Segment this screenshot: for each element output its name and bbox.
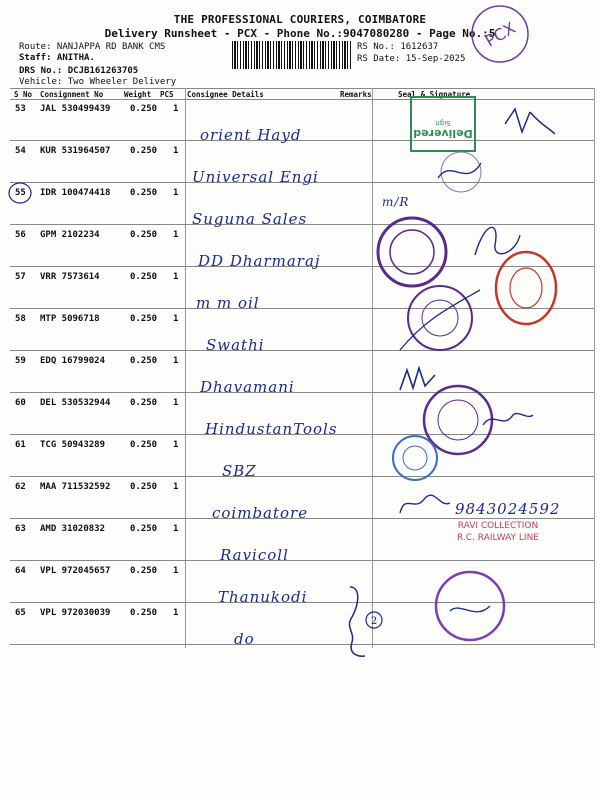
col-remarks: Remarks xyxy=(340,90,372,99)
row-pcs: 1 xyxy=(173,146,179,156)
row-weight: 0.250 xyxy=(130,398,158,408)
col-sno: S No xyxy=(14,90,33,99)
row-consignment-no: DEL 530532944 xyxy=(40,398,111,408)
stamp-58 xyxy=(395,280,485,360)
row-consignment-no: TCG 50943289 xyxy=(40,440,106,450)
row-consignment-no: VRR 7573614 xyxy=(40,272,100,282)
row-sno: 63 xyxy=(15,524,26,534)
row-sno: 59 xyxy=(15,356,26,366)
row-sno: 54 xyxy=(15,146,26,156)
row-pcs: 1 xyxy=(173,104,179,114)
row-pcs: 1 xyxy=(173,272,179,282)
row-sno: 58 xyxy=(15,314,26,324)
col-seal: Seal & Signature xyxy=(398,90,471,99)
row-weight: 0.250 xyxy=(130,356,158,366)
row-weight: 0.250 xyxy=(130,608,158,618)
row-sno: 64 xyxy=(15,566,26,576)
signature-60 xyxy=(478,405,538,435)
staff-label: Staff: ANITHA. xyxy=(19,53,95,63)
row-consignee: Suguna Sales xyxy=(192,210,308,228)
row-consignment-no: MAA 711532592 xyxy=(40,482,111,492)
row-consignee: Dhavamani xyxy=(200,378,295,396)
row-pcs: 1 xyxy=(173,314,179,324)
row-weight: 0.250 xyxy=(130,314,158,324)
row-separator xyxy=(10,392,594,393)
remark-55: m/R xyxy=(382,195,410,209)
signature-62 xyxy=(395,488,455,518)
row-separator xyxy=(10,476,594,477)
row-separator xyxy=(10,560,594,561)
row-consignment-no: KUR 531964507 xyxy=(40,146,111,156)
row-consignee: SBZ xyxy=(222,462,257,480)
row-consignment-no: EDQ 16799024 xyxy=(40,356,106,366)
delivered-stamp: Delivered Sign xyxy=(410,96,476,152)
brace-mark xyxy=(330,582,390,662)
row-weight: 0.250 xyxy=(130,272,158,282)
row-consignment-no: IDR 100474418 xyxy=(40,188,111,198)
row-pcs: 1 xyxy=(173,566,179,576)
row-sno: 53 xyxy=(15,104,26,114)
row-consignment-no: JAL 530499439 xyxy=(40,104,111,114)
row-weight: 0.250 xyxy=(130,188,158,198)
route-label: Route: NANJAPPA RD BANK CMS xyxy=(19,42,166,52)
row-sno: 60 xyxy=(15,398,26,408)
row-consignment-no: VPL 972045657 xyxy=(40,566,111,576)
phone-note-62: 9843024592 xyxy=(455,500,561,518)
signature-53 xyxy=(500,104,560,140)
row-consignee: HindustanTools xyxy=(205,420,338,438)
row-consignment-no: AMD 31020832 xyxy=(40,524,106,534)
col-consignee: Consignee Details xyxy=(187,90,264,99)
row-consignment-no: GPM 2102234 xyxy=(40,230,100,240)
row-consignee: m m oil xyxy=(196,294,260,312)
brace-count: 2 xyxy=(370,616,378,627)
row-consignment-no: MTP 5096718 xyxy=(40,314,100,324)
row-sno: 61 xyxy=(15,440,26,450)
col-weight: Weight xyxy=(124,90,152,99)
row-weight: 0.250 xyxy=(130,146,158,156)
row-pcs: 1 xyxy=(173,524,179,534)
sno-55-circle xyxy=(7,180,33,206)
row-separator xyxy=(10,644,594,645)
row-consignee: Thanukodi xyxy=(218,588,308,606)
row-separator xyxy=(10,350,594,351)
company-title: THE PROFESSIONAL COURIERS, COIMBATORE xyxy=(173,13,427,26)
row-consignment-no: VPL 972030039 xyxy=(40,608,111,618)
row-pcs: 1 xyxy=(173,188,179,198)
barcode xyxy=(232,41,352,69)
signature-54 xyxy=(426,148,496,196)
vehicle-label: Vehicle: Two Wheeler Delivery xyxy=(19,77,177,87)
pcx-stamp-text: PCX xyxy=(481,18,519,51)
rs-number: RS No.: 1612637 xyxy=(357,42,439,52)
row-pcs: 1 xyxy=(173,440,179,450)
row-sno: 65 xyxy=(15,608,26,618)
row-consignee: orient Hayd xyxy=(200,126,302,144)
row-weight: 0.250 xyxy=(130,566,158,576)
row-pcs: 1 xyxy=(173,398,179,408)
col-consignment: Consignment No xyxy=(40,90,104,99)
row-weight: 0.250 xyxy=(130,440,158,450)
drs-number: DRS No.: DCJB161263705 xyxy=(19,66,139,76)
row-pcs: 1 xyxy=(173,608,179,618)
row-weight: 0.250 xyxy=(130,524,158,534)
stamp-dharmaraj xyxy=(372,212,452,290)
row-weight: 0.250 xyxy=(130,482,158,492)
row-sno: 62 xyxy=(15,482,26,492)
row-consignee: Swathi xyxy=(206,336,265,354)
row-weight: 0.250 xyxy=(130,230,158,240)
stamp-61 xyxy=(390,428,440,488)
row-consignee: Universal Engi xyxy=(192,168,319,186)
row-pcs: 1 xyxy=(173,356,179,366)
stamp-mm-oil xyxy=(490,248,562,328)
col-pcs: PCS xyxy=(160,90,174,99)
row-consignee: Ravicoll xyxy=(220,546,289,564)
row-sno: 56 xyxy=(15,230,26,240)
stamp-ravi-collection: RAVI COLLECTION R.C. RAILWAY LINE xyxy=(457,521,539,543)
rs-date: RS Date: 15-Sep-2025 xyxy=(357,54,466,64)
row-consignee: DD Dharmaraj xyxy=(198,252,321,270)
row-consignee: do xyxy=(234,630,255,648)
row-weight: 0.250 xyxy=(130,104,158,114)
row-sno: 55 xyxy=(15,188,26,198)
row-pcs: 1 xyxy=(173,230,179,240)
pcx-stamp xyxy=(468,2,532,66)
row-pcs: 1 xyxy=(173,482,179,492)
stamp-64 xyxy=(430,566,510,644)
row-separator xyxy=(10,140,594,141)
runsheet-subtitle: Delivery Runsheet - PCX - Phone No.:9047080280 - Page No.:5 xyxy=(104,27,496,40)
row-consignee: coimbatore xyxy=(212,504,309,522)
row-sno: 57 xyxy=(15,272,26,282)
